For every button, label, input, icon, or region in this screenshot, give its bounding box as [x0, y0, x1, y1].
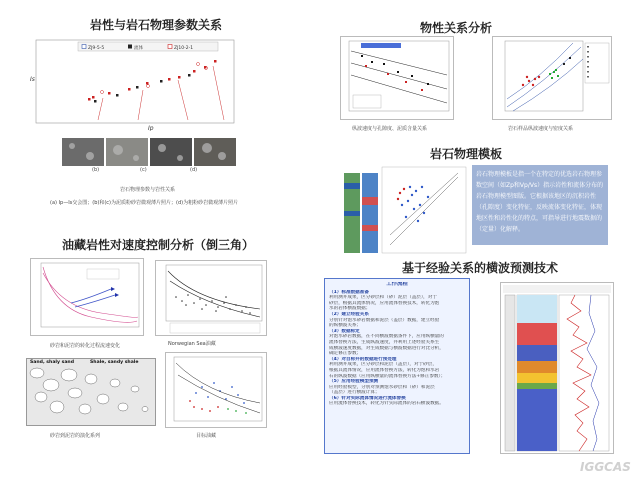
- template-description: 岩石物理模板是指一个在特定的优选岩石物理参数空间（如Zp和Vp/Vs）指示岩性和流体分布的岩石物理模型图版。它根据该地区的沉积岩性（孔隙度）变化特征，反映流体变化特征，体现地区性和岩性化的特点，可指导进行地震数据的（定量）化解释。: [472, 165, 608, 245]
- workflow-step-3-line: 对饱水砂岩数据，在不同横波数据条件下，应用纵横量的: [329, 334, 444, 340]
- workflow-step-3-line: 流体替换方法，生成纵波速度，并利用上述经验关系生: [329, 339, 440, 345]
- shale-label: Shale, sandy shale: [90, 360, 139, 365]
- velocity-porosity-chart: [340, 36, 454, 120]
- workflow-step-1-line: 利用测井成果，区分砂层和（砂）泥层（盖层），对于: [329, 295, 437, 301]
- workflow-step-3-line: 成横波速度数据，对生成数据与横波数据进行对比分析，: [329, 345, 444, 351]
- workflow-step-5-line: 应用经验模型，分别对预测饱水砂层和（砂）和泥层: [329, 384, 435, 390]
- watermark: IGGCAS: [580, 460, 631, 474]
- rock-params-caption: 岩石物理参数与岩性关系: [120, 187, 176, 193]
- target-reservoir-chart: [165, 352, 267, 428]
- workflow-step-1-line: 水的岩体横波数据；: [329, 306, 371, 312]
- workflow-step-5-line: （盖层）进行横波计算；: [329, 390, 380, 396]
- rock-params-subcaption: (a) Ip—Is交会图；(b)和(c)为泥质粉砂岩微观薄片照片；(d)为粗粉砂岩微观薄片照片: [50, 200, 239, 206]
- rock-params-title: 岩性与岩石物理参数关系: [90, 18, 223, 32]
- velocity-transition-chart: [30, 258, 144, 336]
- workflow-step-4-head: （4）对目标井的数据进行预处理: [329, 356, 397, 362]
- physical-title: 物性关系分析: [420, 21, 493, 35]
- workflow-step-1-head: （1）标准数据准备: [329, 289, 369, 295]
- prediction-title: 基于经验关系的横波预测技术: [402, 261, 559, 275]
- template-graphic: [340, 165, 468, 255]
- photo-label-c: (c): [140, 167, 147, 173]
- legend-entry-1: ZJ9-5-5: [88, 46, 105, 51]
- workflow-step-2-head: （2）建立经验关系: [329, 311, 369, 317]
- physical-caption-left: 纵波速度与孔隙度、泥质含量关系: [352, 126, 428, 132]
- workflow-step-4-line: 石的纵波数据（应用纵横量的流体替换方法+修正参数）；: [329, 373, 446, 379]
- workflow-step-2-line: 分别针对饱水砂岩数据和泥层（盖层）数据，建立经验: [329, 317, 440, 323]
- legend-entry-3: ZJ10-2-1: [174, 46, 194, 51]
- sand-label: Sand, shaly sand: [30, 360, 74, 365]
- workflow-step-6-line: 应用流体替换技术，转化为针实际流体的岩石横波数据。: [329, 401, 444, 407]
- workflow-step-3-line: 确定修正参数；: [329, 351, 362, 357]
- velocity-caption-c: 砂岩到泥岩的演化系列: [50, 433, 101, 439]
- workflow-step-4-line: 根据其流体情况，应用流体替换方法，转化为饱和水岩: [329, 367, 440, 373]
- velocity-title: 油藏岩性对速度控制分析（倒三角）: [62, 238, 255, 252]
- x-axis-label: Ip: [148, 125, 154, 131]
- workflow-step-6-head: （6）针对实际流体情况进行流体替换: [329, 395, 406, 401]
- template-title: 岩石物理模板: [430, 147, 503, 161]
- velocity-caption-b: Norwegian Sea油藏: [168, 341, 216, 347]
- photo-label-d: (d): [190, 167, 198, 173]
- sand-shale-diagram: [26, 358, 156, 426]
- workflow-title: 工作流程: [386, 282, 408, 287]
- norwegian-sea-chart: [155, 260, 267, 336]
- thin-section-photos: [62, 138, 237, 172]
- photo-label-b: (b): [92, 167, 100, 173]
- velocity-caption-d: 目标油藏: [196, 433, 217, 439]
- workflow-step-4-line: 利用测井成果，区分砂层和泥层（盖层），对于砂层，: [329, 362, 437, 368]
- workflow-step-3-head: （3）数据标定: [329, 328, 360, 334]
- y-axis-label: Is: [30, 76, 35, 83]
- ip-is-crossplot: [28, 36, 238, 131]
- velocity-density-chart: [492, 36, 612, 120]
- workflow-step-5-head: （5）应用经验模型预测: [329, 379, 379, 385]
- velocity-caption-a: 砂岩和泥岩的转化过程流速变化: [50, 343, 121, 349]
- workflow-panel: [324, 278, 470, 454]
- well-log-figure: [500, 282, 614, 454]
- workflow-step-1-line: 砂层，根据其流体情况，应用流体替换技术，转化为饱: [329, 300, 440, 306]
- workflow-step-2-line: 的纵横波关系；: [329, 323, 362, 329]
- physical-caption-right: 岩石样品纵波速度与密度关系: [508, 126, 574, 132]
- legend-entry-2: 流体: [134, 46, 143, 51]
